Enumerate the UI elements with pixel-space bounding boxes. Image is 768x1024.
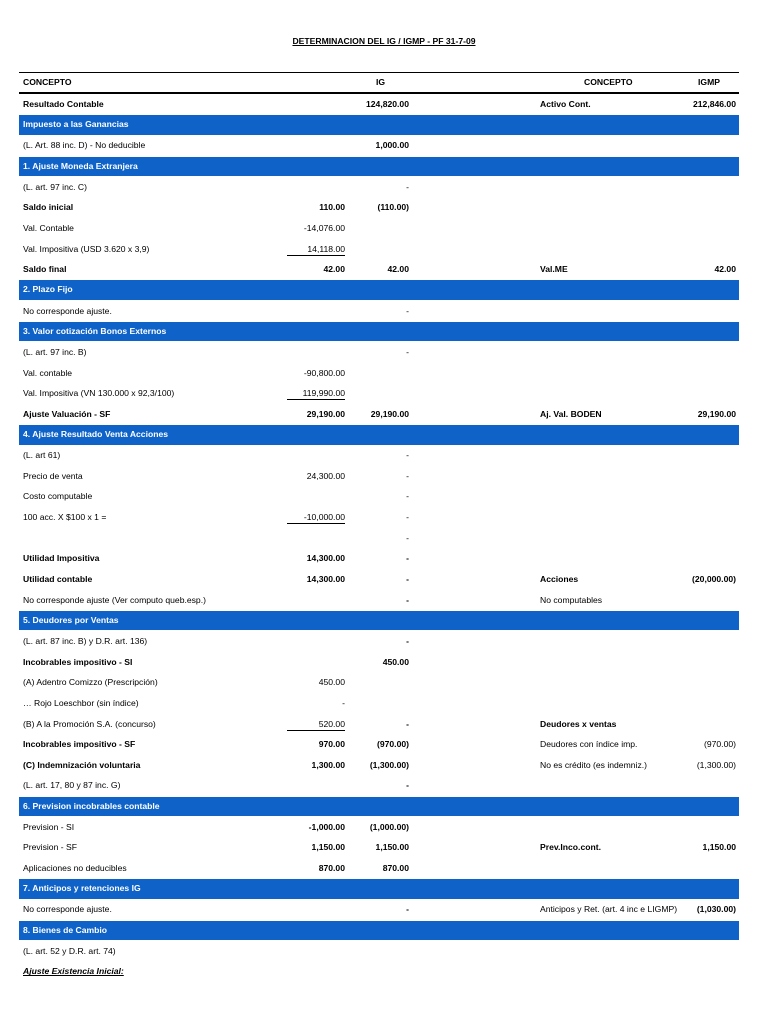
table-row: Saldo final 42.00 42.00 Val.ME 42.00 — [23, 264, 736, 275]
table-row — [19, 961, 739, 982]
page-title: DETERMINACION DEL IG / IGMP - PF 31-7-09 — [292, 36, 476, 46]
table-row: Utilidad contable 14,300.00 - Acciones (20,000.00) — [23, 573, 736, 584]
table-row: Costo computable - — [23, 491, 409, 502]
table-row: (A) Adentro Comizzo (Prescripción) 450.00 — [23, 677, 345, 688]
table-row: (L. art. 87 inc. B) y D.R. art. 136) - — [23, 635, 409, 646]
table-header — [19, 72, 739, 94]
table-row: (B) A la Promoción S.A. (concurso) 520.00 - Deudores x ventas — [23, 718, 617, 729]
header-igmp: IGMP — [698, 77, 720, 87]
header-ig: IG — [376, 77, 386, 87]
table-row: Val. contable -90,800.00 — [23, 367, 345, 378]
section-header: Impuesto a las Ganancias — [19, 115, 739, 135]
section-header: 5. Deudores por Ventas — [19, 611, 739, 631]
table-row: (L. art. 97 inc. B) - — [23, 346, 409, 357]
table-row: No corresponde ajuste (Ver computo queb.esp.) - No computables — [23, 594, 603, 605]
table-row: Val. Impositiva (VN 130.000 x 92,3/100) 119,990.00 — [23, 388, 345, 399]
table-row: Prevision - SI -1,000.00 (1,000.00) — [23, 821, 409, 832]
table-row: Ajuste Valuación - SF 29,190.00 29,190.00 Aj. Val. BODEN 29,190.00 — [23, 408, 736, 419]
table-row: Prevision - SF 1,150.00 1,150.00 Prev.Inco.cont. 1,150.00 — [23, 842, 736, 853]
subsection-title: Ajuste Existencia Inicial: — [23, 966, 124, 977]
section-header: 6. Prevision incobrables contable — [19, 797, 739, 817]
table-row: (L. art. 52 y D.R. art. 74) — [23, 945, 116, 956]
row-concepto-igmp: Activo Cont. — [540, 99, 591, 109]
section-header: 1. Ajuste Moneda Extranjera — [19, 157, 739, 177]
table-row: Precio de venta 24,300.00 - — [23, 470, 409, 481]
table-row — [19, 94, 739, 115]
section-header: 8. Bienes de Cambio — [19, 921, 739, 941]
table-row: Saldo inicial 110.00 (110.00) — [23, 202, 409, 213]
table-row: Val. Contable -14,076.00 — [23, 222, 345, 233]
table-row: … Rojo Loeschbor (sin índice) - — [23, 697, 345, 708]
table-row: (L. art. 97 inc. C) - — [23, 181, 409, 192]
table-row: Utilidad Impositiva 14,300.00 - — [23, 553, 409, 564]
header-concepto: CONCEPTO — [23, 77, 72, 87]
table-row: Incobrables impositivo - SF 970.00 (970.00) Deudores con índice imp. (970.00) — [23, 739, 736, 750]
header-concepto-igmp: CONCEPTO — [584, 77, 633, 87]
table-row: - — [406, 532, 409, 543]
table-row: (L. Art. 88 inc. D) - No deducible 1,000.00 — [23, 140, 409, 151]
tax-worksheet — [19, 72, 739, 982]
table-row: (L. art 61) - — [23, 450, 409, 461]
table-row: (C) Indemnización voluntaria 1,300.00 (1,300.00) No es crédito (es indemniz.) (1,300.00) — [23, 759, 736, 770]
section-header: 2. Plazo Fijo — [19, 280, 739, 300]
table-row: 100 acc. X $100 x 1 = -10,000.00 - — [23, 512, 409, 523]
section-header: 4. Ajuste Resultado Venta Acciones — [19, 425, 739, 445]
table-row: Aplicaciones no deducibles 870.00 870.00 — [23, 863, 409, 874]
table-row: Incobrables impositivo - SI 450.00 — [23, 656, 409, 667]
row-ig: 124,820.00 — [365, 99, 409, 109]
section-header: 7. Anticipos y retenciones IG — [19, 879, 739, 899]
table-row: No corresponde ajuste. - Anticipos y Ret. (art. 4 inc e LIGMP) (1,030.00) — [23, 904, 736, 915]
table-row: No corresponde ajuste. - — [23, 305, 409, 316]
section-header: 3. Valor cotización Bonos Externos — [19, 322, 739, 342]
table-row: Val. Impositiva (USD 3.620 x 3,9) 14,118.00 — [23, 243, 345, 254]
table-row: (L. art. 17, 80 y 87 inc. G) - — [23, 780, 409, 791]
row-igmp: 212,846.00 — [692, 99, 736, 109]
row-label: Resultado Contable — [23, 99, 104, 109]
